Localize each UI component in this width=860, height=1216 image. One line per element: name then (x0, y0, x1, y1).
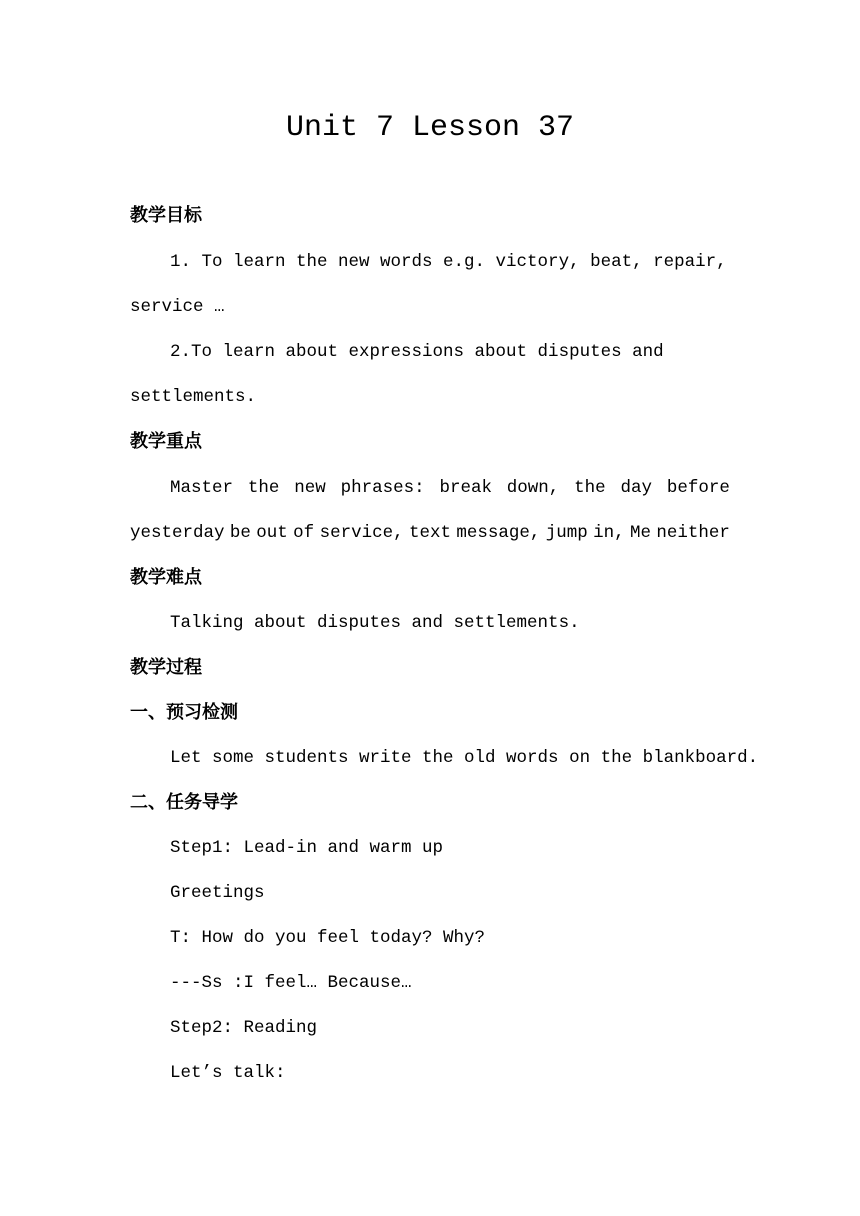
section-heading-task: 二、任务导学 (130, 792, 238, 813)
key-points-word: be (229, 523, 251, 543)
objective-2-line-2: settlements. (130, 387, 257, 407)
task-line: T: How do you feel today? Why? (170, 928, 486, 948)
document-title: Unit 7 Lesson 37 (285, 111, 575, 145)
key-points-word: of (293, 523, 315, 543)
preview-line-1: Let some students write the old words on the blankboard. (170, 748, 759, 768)
key-points-word: jump (545, 523, 588, 543)
key-points-word: the (247, 478, 280, 498)
task-line: Let’s talk: (170, 1063, 286, 1083)
key-points-word: Master (170, 478, 234, 498)
section-heading-preview: 一、预习检测 (130, 702, 238, 723)
task-line: ---Ss :I feel… Because… (170, 973, 412, 993)
section-heading-process: 教学过程 (130, 657, 202, 678)
key-points-line-1 (170, 476, 730, 500)
task-line: Greetings (170, 883, 265, 903)
key-points-word: down, (506, 478, 560, 498)
key-points-word: day (620, 478, 653, 498)
key-points-word: the (574, 478, 606, 498)
objective-1-line-1: 1. To learn the new words e.g. victory, beat, repair, (170, 252, 727, 272)
key-points-word: text (408, 523, 451, 543)
key-points-word: before (666, 478, 730, 498)
key-points-word: message, (456, 523, 541, 543)
difficulties-line-1: Talking about disputes and settlements. (170, 613, 580, 633)
section-heading-objectives: 教学目标 (130, 205, 202, 226)
key-points-word: Me (630, 523, 652, 543)
key-points-word: in, (593, 523, 625, 543)
key-points-word: new (294, 478, 326, 498)
task-line: Step2: Reading (170, 1018, 318, 1038)
key-points-word: neither (656, 523, 730, 543)
key-points-word: break (439, 478, 492, 498)
objective-2-line-1: 2.To learn about expressions about disputes and (170, 342, 664, 362)
key-points-word: yesterday (130, 523, 225, 543)
key-points-word: service, (319, 523, 404, 543)
section-heading-key-points: 教学重点 (130, 431, 202, 452)
section-heading-difficulties: 教学难点 (130, 567, 202, 588)
task-line: Step1: Lead-in and warm up (170, 838, 444, 858)
key-points-line-2 (130, 521, 730, 545)
key-points-word: phrases: (340, 478, 425, 498)
objective-1-line-2: service … (130, 297, 225, 317)
key-points-word: out (256, 523, 288, 543)
